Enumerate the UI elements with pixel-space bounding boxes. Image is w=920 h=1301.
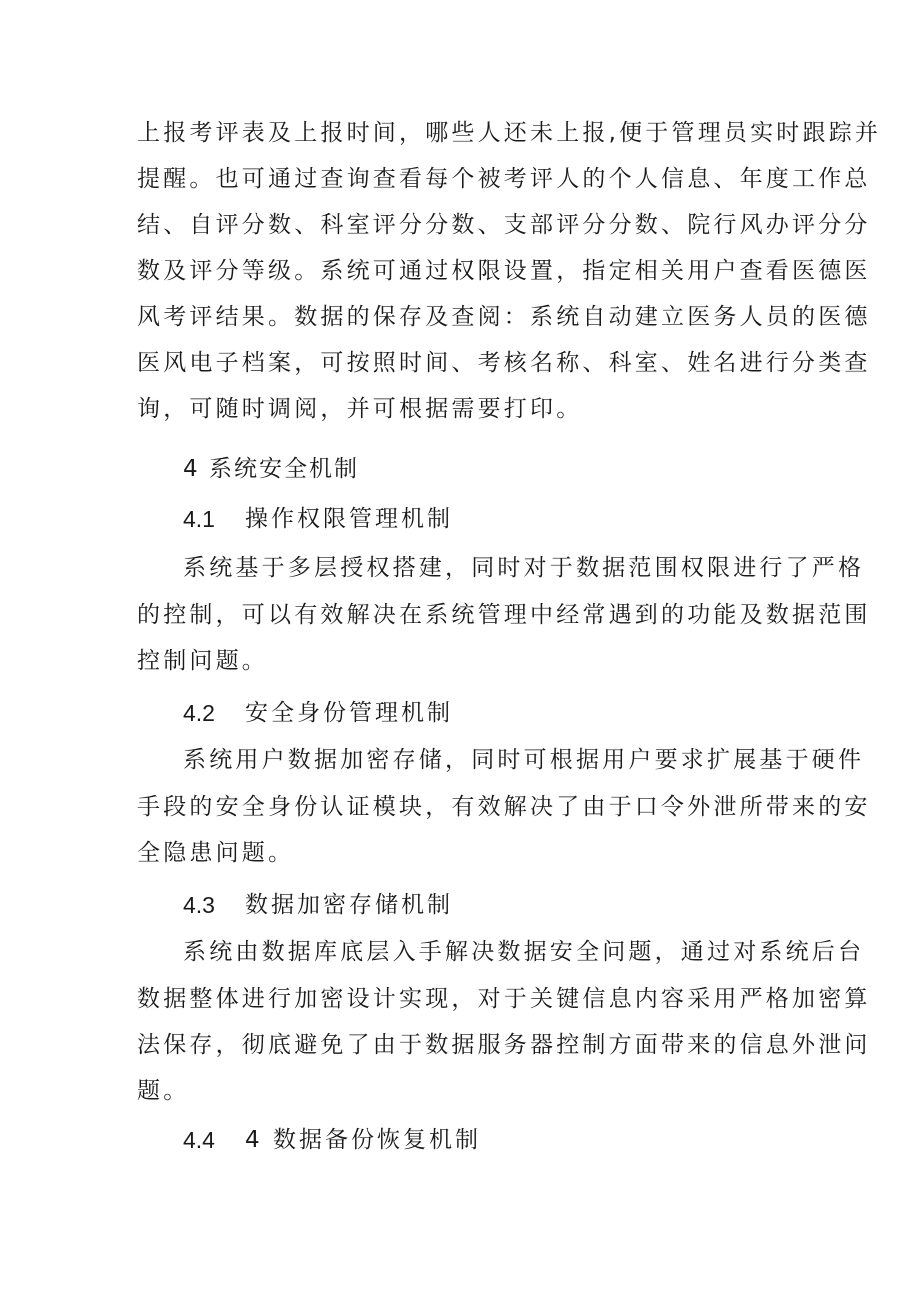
section-4-3-line-3: 法保存，彻底避免了由于数据服务器控制方面带来的信息外泄问: [137, 1032, 871, 1058]
section-4-2-line-1: 系统用户数据加密存储，同时可根据用户要求扩展基于硬件: [183, 747, 865, 773]
section-4-3-line-1: 系统由数据库底层入手解决数据安全问题，通过对系统后台: [183, 939, 865, 965]
intro-line-3: 结、自评分数、科室评分分数、支部评分分数、院行风办评分分: [137, 212, 871, 238]
section-4-3-line-2: 数据整体进行加密设计实现，对于关键信息内容采用严格加密算: [137, 986, 871, 1012]
section-4-2-title: 安全身份管理机制: [245, 700, 453, 726]
section-4-2-line-2: 手段的安全身份认证模块，有效解决了由于口令外泄所带来的安: [137, 794, 871, 820]
section-4-4-title: 4 数据备份恢复机制: [245, 1127, 481, 1153]
intro-line-2: 提醒。也可通过查询查看每个被考评人的个人信息、年度工作总: [137, 166, 871, 192]
intro-line-1: 上报考评表及上报时间，哪些人还未上报,便于管理员实时跟踪并: [137, 120, 882, 146]
section-4-heading: 4 系统安全机制: [183, 456, 359, 482]
section-4-1-line-3: 控制问题。: [137, 648, 268, 674]
section-4-3-number: 4.3: [183, 892, 215, 918]
section-4-4-number: 4.4: [183, 1127, 215, 1153]
section-4-2-number: 4.2: [183, 700, 215, 726]
intro-line-5: 风考评结果。数据的保存及查阅：系统自动建立医务人员的医德: [137, 304, 871, 330]
section-4-1-title: 操作权限管理机制: [245, 506, 453, 532]
intro-line-4: 数及评分等级。系统可通过权限设置，指定相关用户查看医德医: [137, 258, 871, 284]
section-4-2-line-3: 全隐患问题。: [137, 840, 295, 866]
section-4-3-title: 数据加密存储机制: [245, 892, 453, 918]
section-4-1-number: 4.1: [183, 506, 215, 532]
intro-line-7: 询，可随时调阅，并可根据需要打印。: [137, 396, 583, 422]
section-4-3-line-4: 题。: [137, 1078, 190, 1104]
intro-line-6: 医风电子档案，可按照时间、考核名称、科室、姓名进行分类查: [137, 350, 871, 376]
section-4-1-line-1: 系统基于多层授权搭建，同时对于数据范围权限进行了严格: [183, 555, 865, 581]
section-4-1-line-2: 的控制，可以有效解决在系统管理中经常遇到的功能及数据范围: [137, 602, 871, 628]
